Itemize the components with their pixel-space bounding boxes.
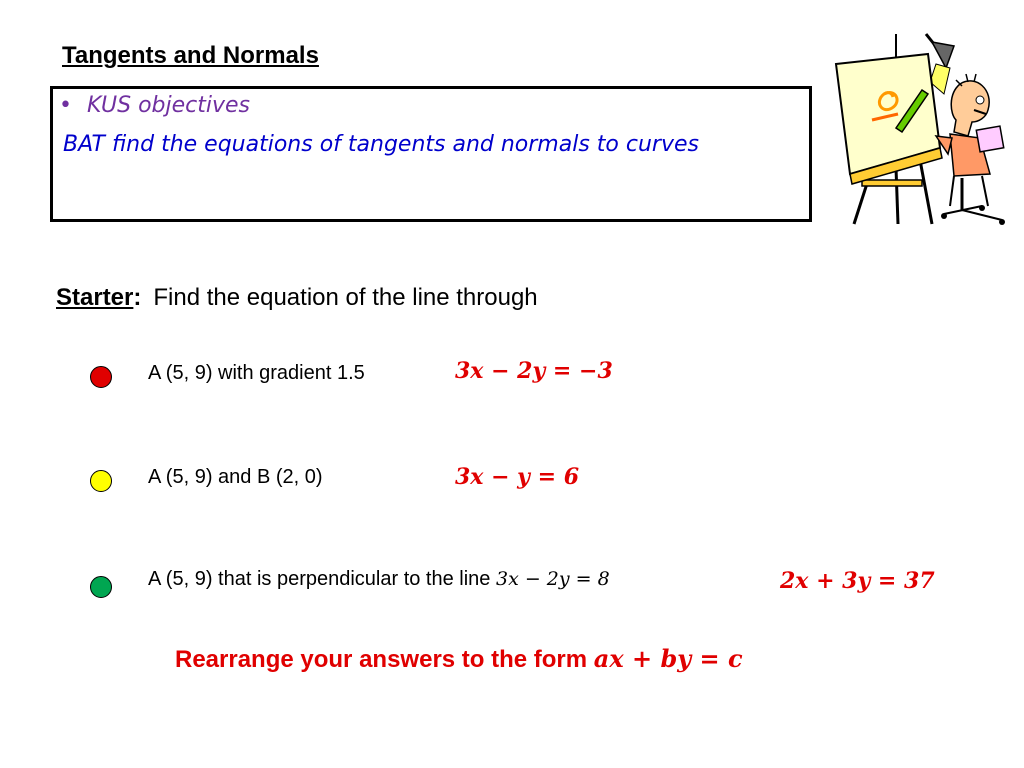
starter-colon: : xyxy=(133,284,142,311)
yellow-traffic-light-dot xyxy=(90,470,112,492)
objectives-heading xyxy=(59,93,250,118)
question-text: A (5, 9) and B (2, 0) xyxy=(148,466,323,488)
bullet-point: • xyxy=(59,93,72,118)
starter-label: Starter xyxy=(56,284,134,311)
answer-text: 2𝒙 + 3𝒚 = 37 xyxy=(780,568,935,594)
objectives-box xyxy=(50,86,812,222)
question-row-1 xyxy=(0,356,1024,396)
objectives-text: BAT find the equations of tangents and normals to curves xyxy=(63,132,699,157)
page-title: Tangents and Normals xyxy=(62,42,319,69)
question-row-3 xyxy=(0,564,1024,604)
artist-easel-clipart xyxy=(832,28,1008,228)
question-equation: 3𝑥 − 2𝑦 = 8 xyxy=(495,568,610,590)
instruction-form: 𝒂𝒙 + 𝒃𝒚 = 𝒄 xyxy=(593,644,743,673)
green-traffic-light-dot xyxy=(90,576,112,598)
instruction-text xyxy=(175,644,743,674)
question-text: A (5, 9) with gradient 1.5 xyxy=(148,362,365,384)
question-row-2 xyxy=(0,460,1024,500)
objectives-heading-text: KUS objectives xyxy=(87,93,251,118)
answer-text: 3𝒙 − 2𝒚 = −3 xyxy=(455,358,613,384)
red-traffic-light-dot xyxy=(90,366,112,388)
question-text xyxy=(148,568,610,591)
starter-text: Find the equation of the line through xyxy=(153,284,538,311)
starter-prompt xyxy=(56,284,538,312)
question-text-main: A (5, 9) that is perpendicular to the line xyxy=(148,568,496,590)
answer-text: 3𝒙 − 𝒚 = 6 xyxy=(455,464,580,490)
instruction-main: Rearrange your answers to the form xyxy=(175,646,594,673)
